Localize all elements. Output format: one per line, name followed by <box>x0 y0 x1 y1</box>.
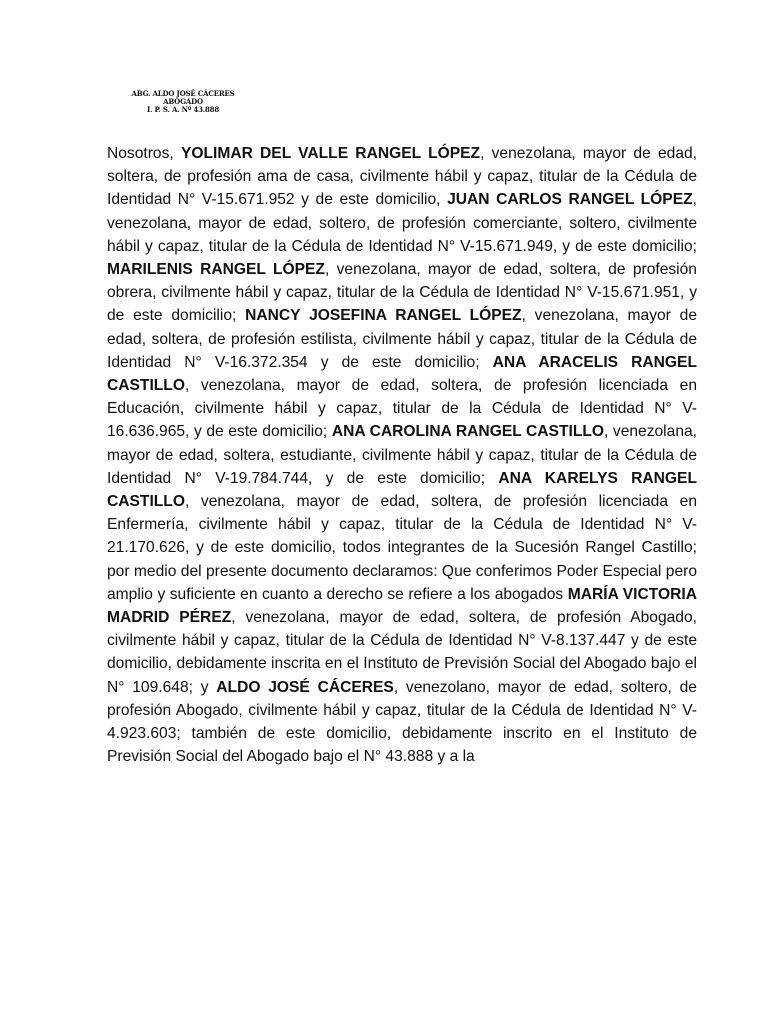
text-segment: , venezolana, mayor de edad, soltero, de profesión comerciante, soltero, civilmente hábil y capaz, titular de la Cédula de Identidad N° V-15.671.949, y de este domicilio; <box>107 191 697 255</box>
party-name: ANA CAROLINA RANGEL CASTILLO <box>331 423 604 441</box>
letterhead <box>120 90 246 114</box>
party-name: YOLIMAR DEL VALLE RANGEL LÓPEZ <box>180 145 481 162</box>
text-segment: , venezolana, mayor de edad, soltera, de profesión licenciada en Enfermería, civilmente hábil y capaz, titular de la Cédula de Identidad N° V-21.170.626, y de este domicilio, todos integrantes de la Sucesión Rangel Castillo; por medio del presente documento declaramos: Que conferimos Poder Especial pero amplio y suficiente en cuanto a derecho se refiere a los abogados <box>107 493 697 603</box>
text-segment: , venezolana, mayor de edad, soltera, de profesión ama de casa, civilmente hábil y capaz, titular de la Cédula de Identidad N° V-15.671.952 y de este domicilio, <box>107 145 697 209</box>
party-name: ANA KARELYS RANGEL CASTILLO <box>107 469 697 511</box>
attorney-name: MARÍA VICTORIA MADRID PÉREZ <box>107 585 697 627</box>
document-body-paragraph <box>107 142 697 768</box>
party-name: MARILENIS RANGEL LÓPEZ <box>107 261 325 279</box>
text-segment: Nosotros, <box>107 145 181 162</box>
letterhead-title: ABOGADO <box>163 97 203 106</box>
text-segment: , venezolana, mayor de edad, soltera, de profesión obrera, civilmente hábil y capaz, titular de la Cédula de Identidad N° V-15.671.951, y de este domicilio; <box>107 261 697 325</box>
attorney-name: ALDO JOSÉ CÁCERES <box>216 678 394 696</box>
party-name: ANA ARACELIS RANGEL CASTILLO <box>107 353 697 395</box>
party-name: JUAN CARLOS RANGEL LÓPEZ <box>447 191 693 209</box>
text-segment: , venezolana, mayor de edad, soltera, de profesión licenciada en Educación, civilmente hábil y capaz, titular de la Cédula de Identidad N° V-16.636.965, y de este domicilio; <box>107 377 697 441</box>
text-segment: , venezolana, mayor de edad, soltera, estudiante, civilmente hábil y capaz, titular de la Cédula de Identidad N° V-19.784.744, y de este domicilio; <box>107 423 698 487</box>
party-name: NANCY JOSEFINA RANGEL LÓPEZ <box>245 307 522 325</box>
text-segment: , venezolana, mayor de edad, soltera, de profesión Abogado, civilmente hábil y capaz, titular de la Cédula de Identidad N° V-8.137.447 y de este domicilio, debidamente inscrita en el Instituto de Previsión Social del Abogado bajo el N° 109.648; y <box>107 609 697 696</box>
text-segment: , venezolana, mayor de edad, soltera, de profesión estilista, civilmente hábil y capaz, titular de la Cédula de Identidad N° V-16.372.354 y de este domicilio; <box>107 307 697 371</box>
text-segment: , venezolano, mayor de edad, soltero, de profesión Abogado, civilmente hábil y capaz, titular de la Cédula de Identidad N° V-4.923.603; también de este domicilio, debidamente inscrito en el Instituto de Previsión Social del Abogado bajo el N° 43.888 y a la <box>107 678 697 766</box>
letterhead-registration: I. P. S. A. Nº 43.888 <box>146 105 220 114</box>
letterhead-name: ABG. ALDO JOSÉ CÁCERES <box>131 89 235 98</box>
